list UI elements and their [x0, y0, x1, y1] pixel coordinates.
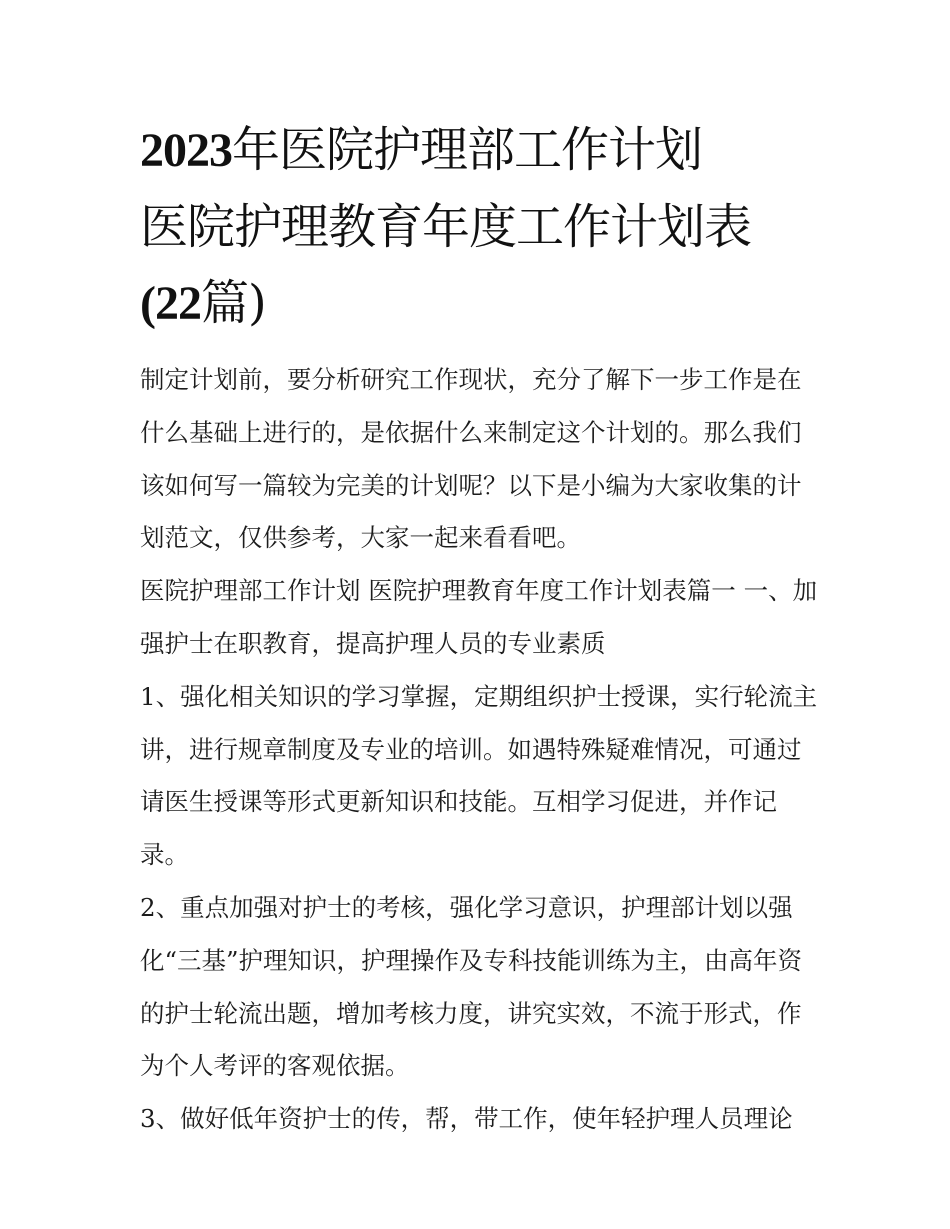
title-line1-text: 年医院护理部工作计划: [232, 122, 703, 178]
paragraph-item-1: 1、强化相关知识的学习掌握，定期组织护士授课，实行轮流主讲，进行规章制度及专业的培训。如遇特殊疑难情况，可通过请医生授课等形式更新知识和技能。互相学习促进，并作记录。: [140, 681, 818, 870]
document-body: [140, 354, 820, 1146]
paragraph-item-2: 2、重点加强对护士的考核，强化学习意识，护理部计划以强化“三基”护理知识，护理操作及专科技能训练为主，由高年资的护士轮流出题，增加考核力度，讲究实效，不流于形式，作为个人考评的客观依据。: [140, 892, 803, 1081]
title-line2-text: 医院护理教育年度工作计划表: [140, 199, 752, 255]
title-count: (22: [140, 277, 201, 330]
title-count-suffix: 篇): [200, 275, 266, 331]
paragraph-intro: 制定计划前，要分析研究工作现状，充分了解下一步工作是在什么基础上进行的，是依据什么来制定这个计划的。那么我们该如何写一篇较为完美的计划呢？以下是小编为大家收集的计划范文，仅供参考，大家一起来看看吧。: [140, 365, 802, 553]
document-title: [140, 112, 830, 342]
paragraph-section-heading: 医院护理部工作计划 医院护理教育年度工作计划表篇一 一、加强护士在职教育，提高护理人员的专业素质: [140, 576, 818, 658]
title-year: 2023: [140, 124, 232, 177]
paragraph-item-3: 3、做好低年资护士的传，帮，带工作，使年轻护理人员理论: [140, 1104, 793, 1134]
